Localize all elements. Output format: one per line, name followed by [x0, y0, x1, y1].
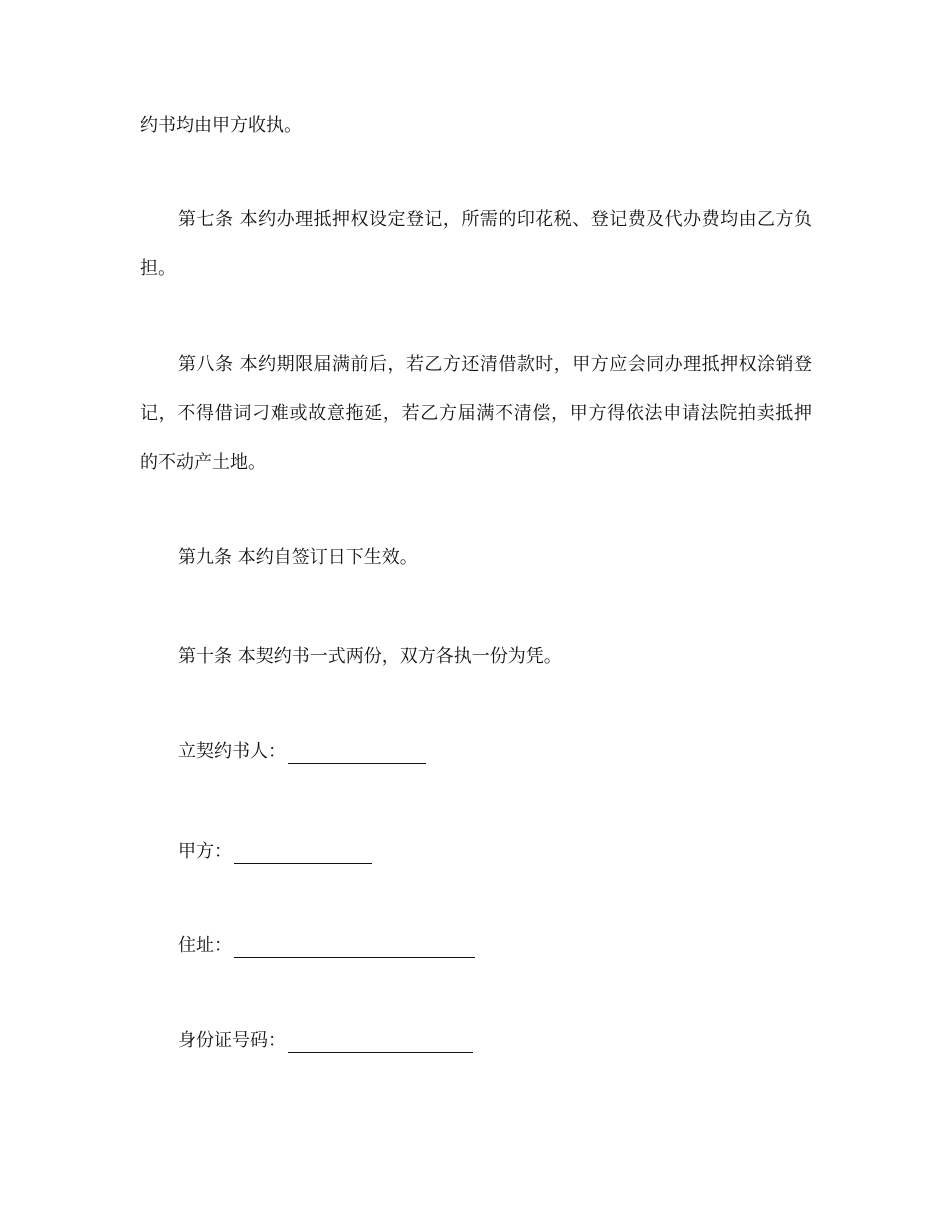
continuation-text: 约书均由甲方收执。 [140, 115, 302, 136]
id-number-line[interactable] [288, 1034, 473, 1053]
article-8-line-2: 记，不得借词刁难或故意拖延，若乙方届满不清偿，甲方得依法申请法院拍卖抵押 [140, 403, 812, 424]
article-9: 第九条 本约自签订日下生效。 [178, 547, 418, 568]
article-7-line-2: 担。 [140, 258, 176, 279]
address-field [178, 934, 475, 958]
article-8-line-1: 第八条 本约期限届满前后，若乙方还清借款时，甲方应会同办理抵押权涂销登 [178, 354, 812, 375]
article-8-line-3: 的不动产土地。 [140, 452, 266, 473]
contractor-label: 立契约书人： [178, 741, 286, 762]
contractor-field [178, 740, 426, 764]
contractor-signature-line[interactable] [288, 745, 426, 764]
address-label: 住址： [178, 935, 232, 956]
id-number-label: 身份证号码： [178, 1030, 286, 1051]
party-a-label: 甲方： [178, 841, 232, 862]
party-a-signature-line[interactable] [234, 845, 372, 864]
address-line[interactable] [234, 939, 475, 958]
party-a-field [178, 840, 372, 864]
article-10: 第十条 本契约书一式两份，双方各执一份为凭。 [178, 646, 562, 667]
article-7-line-1: 第七条 本约办理抵押权设定登记，所需的印花税、登记费及代办费均由乙方负 [178, 209, 812, 230]
id-number-field [178, 1029, 473, 1053]
